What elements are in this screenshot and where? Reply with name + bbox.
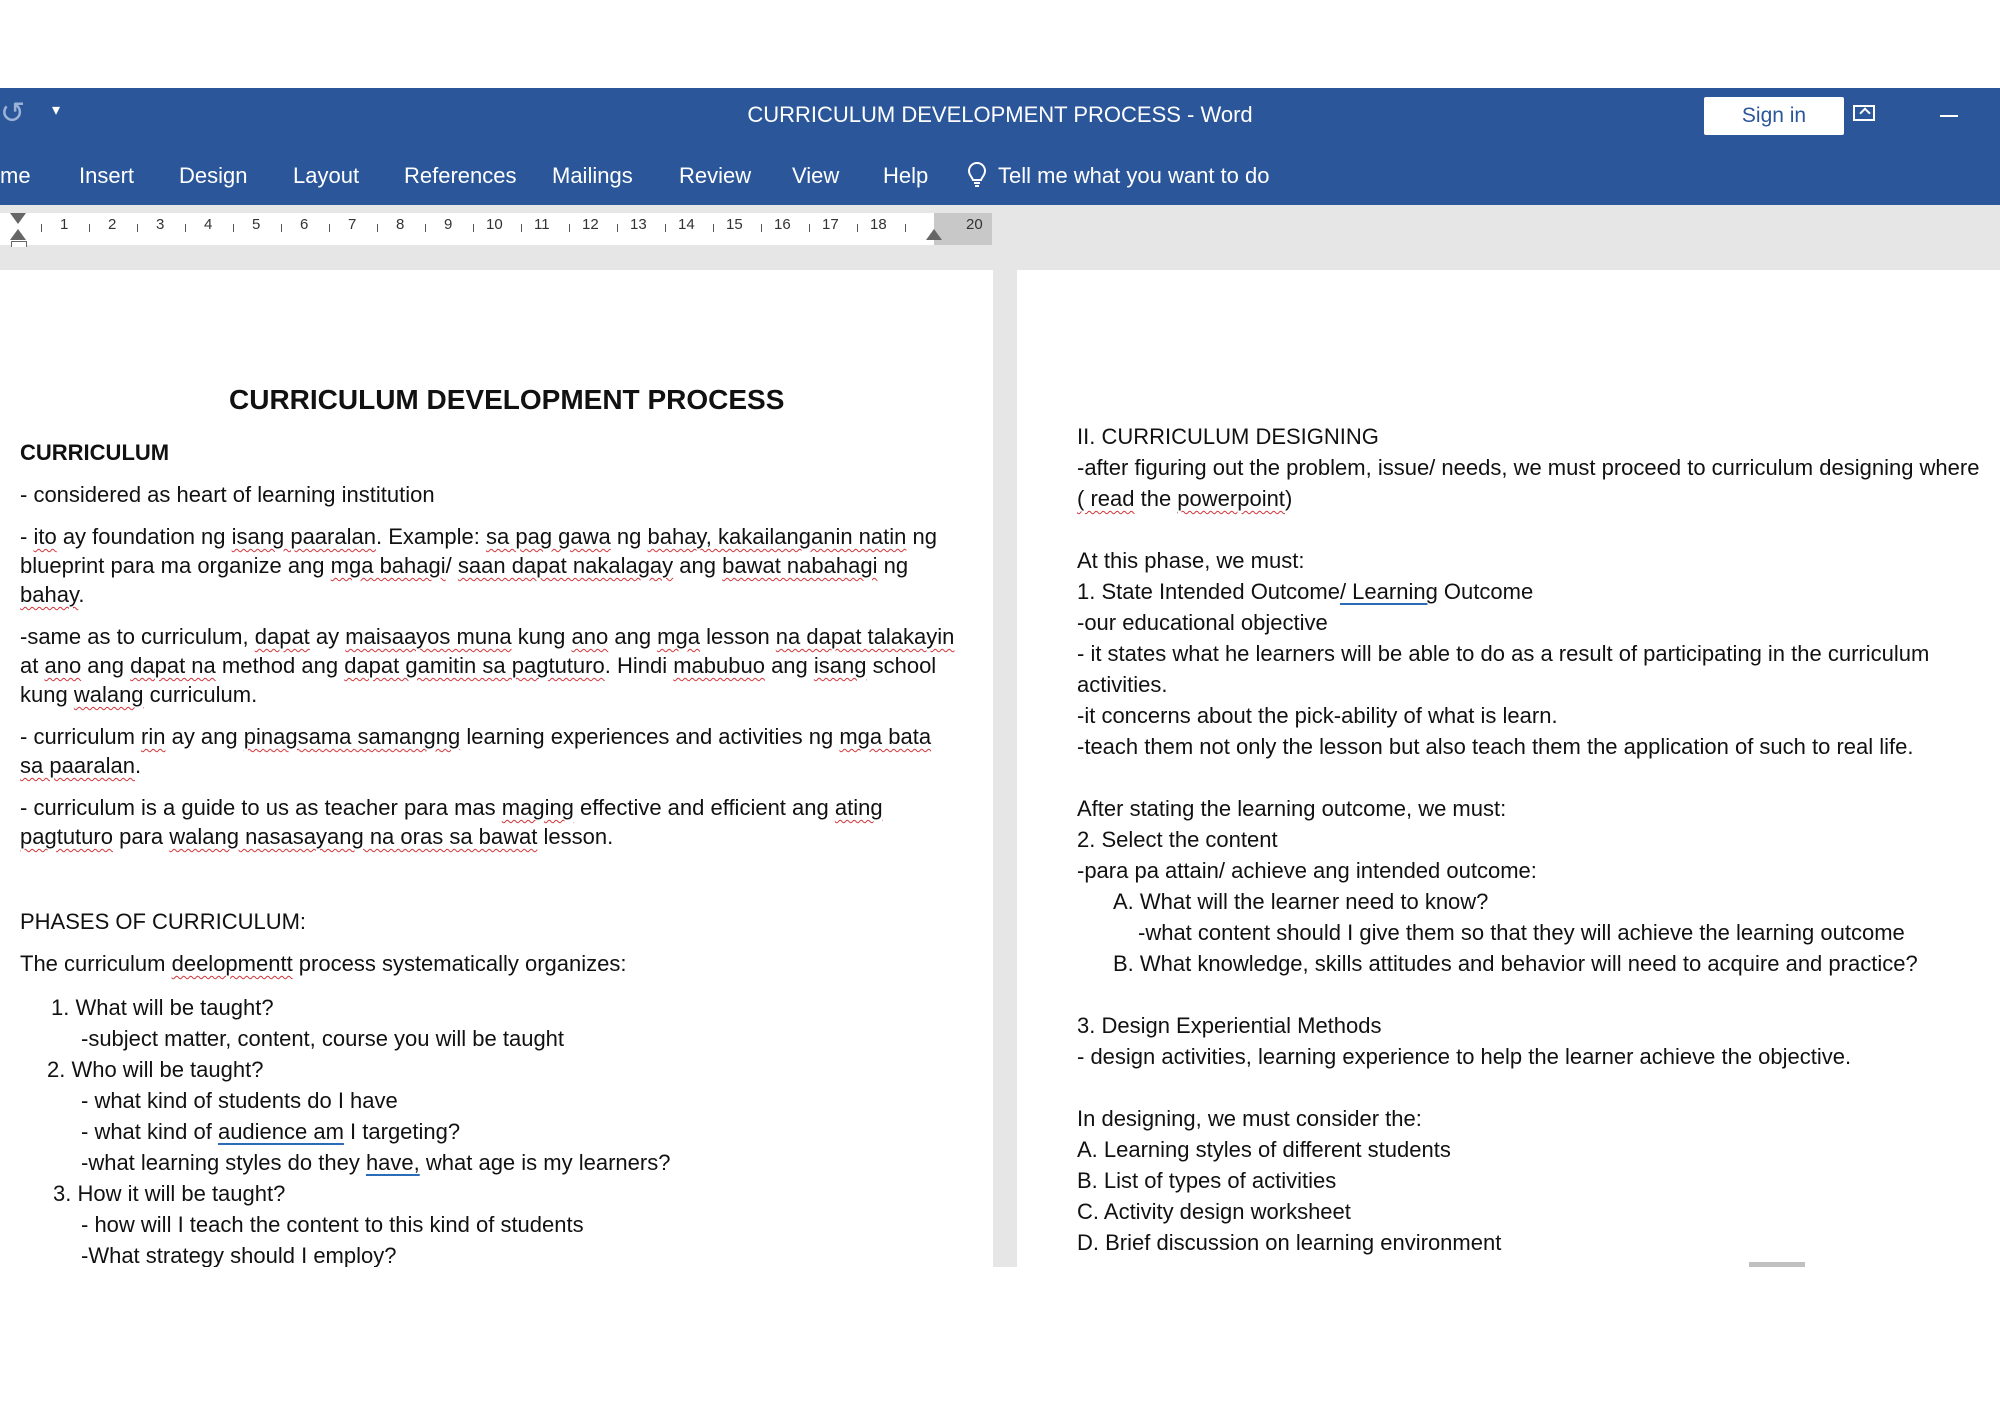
ruler-number: 2	[108, 216, 117, 233]
misspelled-word[interactable]: saan dapat nakalagay	[457, 553, 674, 578]
text-run: ang	[673, 553, 723, 578]
list-item: D. Brief discussion on learning environment	[1077, 1230, 1502, 1255]
misspelled-word[interactable]: deelopmentt	[171, 951, 293, 976]
misspelled-word[interactable]: pinagsama samangng	[243, 724, 461, 749]
ruler-tick	[233, 224, 234, 232]
paragraph-line	[20, 722, 931, 751]
misspelled-word[interactable]: mga	[657, 624, 700, 649]
grammar-flag[interactable]: audience am	[217, 1119, 344, 1144]
ruler-tick	[89, 224, 90, 232]
ribbon-tab-bar	[0, 146, 2000, 205]
text-run: para	[112, 824, 170, 849]
text-run: curriculum.	[143, 682, 258, 707]
grammar-flag[interactable]: / Learning	[1339, 579, 1438, 604]
ruler-tick	[41, 224, 42, 232]
text-run: -what learning styles do they	[81, 1150, 366, 1175]
paragraph-line: activities.	[1077, 672, 1168, 697]
tab-layout[interactable]: Layout	[293, 163, 360, 188]
document-page-left[interactable]	[0, 270, 993, 1267]
text-run: what age is my learners?	[419, 1150, 671, 1175]
ruler-number: 16	[774, 216, 791, 233]
text-run: 1. State Intended Outcome	[1077, 579, 1340, 604]
text-run: .	[78, 582, 85, 607]
list-item: 2. Who will be taught?	[47, 1057, 264, 1082]
text-run: ay	[309, 624, 346, 649]
text-run: . Example:	[375, 524, 487, 549]
ruler-number: 8	[396, 216, 405, 233]
ruler-tick	[377, 224, 378, 232]
text-run: method ang	[215, 653, 345, 678]
ruler-tick	[425, 224, 426, 232]
paragraph-line	[1077, 577, 1533, 606]
section-heading: PHASES OF CURRICULUM:	[20, 909, 307, 934]
paragraph-line	[20, 651, 936, 680]
text-run: The curriculum	[20, 951, 172, 976]
ruler-number: 7	[348, 216, 357, 233]
tab-view[interactable]: View	[792, 163, 840, 188]
misspelled-word[interactable]: isang	[813, 653, 867, 678]
ruler-number: 11	[534, 216, 550, 233]
paragraph-line	[20, 949, 626, 978]
tab-home[interactable]: me	[0, 163, 31, 188]
ruler-tick	[713, 224, 714, 232]
ruler-tick	[905, 224, 906, 232]
ruler-number: 10	[486, 216, 503, 233]
misspelled-word[interactable]: maging	[501, 795, 574, 820]
section-heading: II. CURRICULUM DESIGNING	[1077, 424, 1379, 449]
misspelled-word[interactable]: dapat na	[130, 653, 216, 678]
horizontal-ruler	[0, 205, 2000, 247]
misspelled-word[interactable]: mga bata	[839, 724, 932, 749]
list-item	[81, 1148, 670, 1177]
ruler-number: 14	[678, 216, 695, 233]
text-run: process systematically organizes:	[292, 951, 627, 976]
ruler-number: 17	[822, 216, 839, 233]
text-run: -same as to curriculum,	[20, 624, 255, 649]
list-item: - how will I teach the content to this kind of students	[81, 1212, 584, 1237]
grammar-flag[interactable]: have,	[365, 1150, 420, 1175]
misspelled-word[interactable]: powerpoint	[1177, 486, 1285, 511]
paragraph-line: - considered as heart of learning institution	[20, 482, 435, 507]
misspelled-word[interactable]: ito	[33, 524, 57, 549]
document-title: CURRICULUM DEVELOPMENT PROCESS	[229, 384, 785, 415]
text-run: ay ang	[165, 724, 244, 749]
ruler-tick	[665, 224, 666, 232]
text-run: - curriculum is a guide to us as teacher para mas	[20, 795, 502, 820]
paragraph-line	[1077, 484, 1292, 513]
paragraph-line	[20, 751, 141, 780]
text-run: ang	[608, 624, 658, 649]
paragraph-line	[20, 822, 613, 851]
ruler-number: 20	[966, 216, 983, 233]
misspelled-word[interactable]: sa paaralan	[20, 753, 135, 778]
misspelled-word[interactable]: ano	[44, 653, 82, 678]
list-item: C. Activity design worksheet	[1077, 1199, 1351, 1224]
ruler-tick	[473, 224, 474, 232]
ruler-tick	[281, 224, 282, 232]
paragraph-line	[20, 580, 84, 609]
ruler-tick	[569, 224, 570, 232]
misspelled-word[interactable]: isang paaralan	[231, 524, 376, 549]
paragraph-line	[20, 680, 257, 709]
misspelled-word[interactable]: dapat	[254, 624, 310, 649]
paragraph-line: -our educational objective	[1077, 610, 1328, 635]
ruler-number: 9	[444, 216, 453, 233]
paragraph-line: In designing, we must consider the:	[1077, 1106, 1422, 1131]
ruler-tick	[521, 224, 522, 232]
list-item	[81, 1117, 460, 1146]
misspelled-word[interactable]: walang nasasayang na oras sa bawat	[169, 824, 538, 849]
paragraph-line: -it concerns about the pick-ability of what is learn.	[1077, 703, 1558, 728]
text-run: lesson.	[537, 824, 614, 849]
title-bar	[0, 88, 2000, 146]
tab-help[interactable]: Help	[883, 163, 929, 188]
ruler-number: 12	[582, 216, 599, 233]
undo-icon[interactable]: ↺	[0, 97, 26, 130]
misspelled-word[interactable]: bahay, kakailanganin natin	[647, 524, 907, 549]
tab-review[interactable]: Review	[679, 163, 752, 188]
text-run: . Hindi	[604, 653, 674, 678]
ruler-number: 18	[870, 216, 887, 233]
text-run: I targeting?	[343, 1119, 461, 1144]
list-item: 1. What will be taught?	[51, 995, 274, 1020]
text-run: ng	[906, 524, 937, 549]
misspelled-word[interactable]: na dapat talakayin	[775, 624, 955, 649]
list-item: -What strategy should I employ?	[81, 1243, 397, 1267]
ruler-tick	[761, 224, 762, 232]
misspelled-word[interactable]: sa pag gawa	[486, 524, 611, 549]
first-line-indent-marker[interactable]	[10, 213, 26, 224]
paragraph-line: -para pa attain/ achieve ang intended outcome:	[1077, 858, 1537, 883]
ribbon-display-options-icon[interactable]	[1853, 105, 1875, 121]
paragraph-line	[20, 522, 937, 551]
text-run: effective and efficient ang	[573, 795, 835, 820]
horizontal-scrollbar-thumb[interactable]	[1749, 1262, 1805, 1267]
text-run: the	[1134, 486, 1178, 511]
document-workspace	[0, 247, 2000, 1267]
ruler-tick	[809, 224, 810, 232]
list-item: 3. How it will be taught?	[53, 1181, 286, 1206]
paragraph-line	[20, 551, 908, 580]
list-item: - what kind of students do I have	[81, 1088, 398, 1113]
paragraph-line: 3. Design Experiential Methods	[1077, 1013, 1382, 1038]
misspelled-word[interactable]: maisaayos muna	[345, 624, 512, 649]
right-indent-marker[interactable]	[926, 229, 942, 240]
tell-me-search[interactable]: Tell me what you want to do	[998, 163, 1270, 188]
text-run: /	[445, 553, 458, 578]
tab-insert[interactable]: Insert	[79, 163, 135, 188]
list-item: B. List of types of activities	[1077, 1168, 1337, 1193]
text-run: - what kind of	[81, 1119, 218, 1144]
text-run: kung	[511, 624, 572, 649]
ruler-number: 5	[252, 216, 261, 233]
misspelled-word[interactable]: bahay	[20, 582, 79, 607]
ruler-tick	[137, 224, 138, 232]
ruler-number: 1	[60, 216, 69, 233]
misspelled-word[interactable]: dapat gamitin sa pagtuturo	[344, 653, 605, 678]
tab-design[interactable]: Design	[179, 163, 248, 188]
minimize-icon[interactable]	[1940, 115, 1958, 117]
misspelled-word[interactable]: bawat nabahagi	[722, 553, 878, 578]
text-run: kung	[20, 682, 74, 707]
section-heading: CURRICULUM	[20, 440, 170, 465]
list-item: A. What will the learner need to know?	[1113, 889, 1489, 914]
paragraph-line: -after figuring out the problem, issue/ needs, we must proceed to curriculum designing where	[1077, 455, 1980, 480]
lightbulb-icon[interactable]	[968, 162, 986, 188]
misspelled-word[interactable]: rin	[141, 724, 166, 749]
misspelled-word[interactable]: mga bahagi	[330, 553, 446, 578]
misspelled-word[interactable]: mabubuo	[673, 653, 765, 678]
ruler-number: 4	[204, 216, 213, 233]
paragraph-line: - it states what he learners will be able to do as a result of participating in the curriculum	[1077, 641, 1930, 666]
list-item: A. Learning styles of different students	[1077, 1137, 1451, 1162]
paragraph-line: 2. Select the content	[1077, 827, 1278, 852]
ruler-number: 13	[630, 216, 647, 233]
customize-quick-access-chevron-down-icon[interactable]: ▾	[52, 102, 61, 119]
paragraph-line: - design activities, learning experience to help the learner achieve the objective.	[1077, 1044, 1852, 1069]
tab-mailings[interactable]: Mailings	[552, 163, 633, 188]
ruler-tick	[185, 224, 186, 232]
text-run: .	[134, 753, 142, 778]
misspelled-word[interactable]: ( read	[1077, 486, 1135, 511]
list-item: -subject matter, content, course you will be taught	[81, 1026, 565, 1051]
text-run: ang	[81, 653, 131, 678]
ruler-tick	[857, 224, 858, 232]
paragraph-line	[20, 622, 954, 651]
text-run: ng	[610, 524, 648, 549]
text-run: ay foundation ng	[56, 524, 232, 549]
text-run: - curriculum	[20, 724, 142, 749]
text-run: -	[20, 524, 34, 549]
window-title: CURRICULUM DEVELOPMENT PROCESS - Word	[747, 102, 1253, 127]
misspelled-word[interactable]: ano	[571, 624, 609, 649]
ruler-tick	[329, 224, 330, 232]
text-run: lesson	[699, 624, 776, 649]
list-item: -what content should I give them so that they will achieve the learning outcome	[1138, 920, 1905, 945]
sign-in-button[interactable]: Sign in	[1704, 97, 1844, 135]
paragraph-line: After stating the learning outcome, we must:	[1077, 796, 1507, 821]
text-run: )	[1284, 486, 1293, 511]
tab-references[interactable]: References	[404, 163, 517, 188]
paragraph-line: -teach them not only the lesson but also teach them the application of such to real life.	[1077, 734, 1914, 759]
text-run: ang	[764, 653, 814, 678]
text-run: Outcome	[1437, 579, 1534, 604]
text-run: school	[866, 653, 937, 678]
misspelled-word[interactable]: walang	[73, 682, 144, 707]
text-run: learning experiences and activities ng	[460, 724, 840, 749]
document-page-right[interactable]	[1017, 270, 2000, 1267]
ruler-number: 15	[726, 216, 743, 233]
paragraph-line: At this phase, we must:	[1077, 548, 1305, 573]
text-run: blueprint para ma organize ang	[20, 553, 331, 578]
ruler-number: 6	[300, 216, 309, 233]
hanging-indent-marker[interactable]	[10, 229, 26, 240]
text-run: ng	[877, 553, 909, 578]
misspelled-word[interactable]: ating	[834, 795, 883, 820]
list-item: B. What knowledge, skills attitudes and behavior will need to acquire and practice?	[1113, 951, 1918, 976]
paragraph-line	[20, 793, 883, 822]
ruler-right-margin	[934, 213, 992, 245]
ruler-number: 3	[156, 216, 165, 233]
misspelled-word[interactable]: pagtuturo	[20, 824, 113, 849]
text-run: at	[20, 653, 45, 678]
ruler-tick	[617, 224, 618, 232]
